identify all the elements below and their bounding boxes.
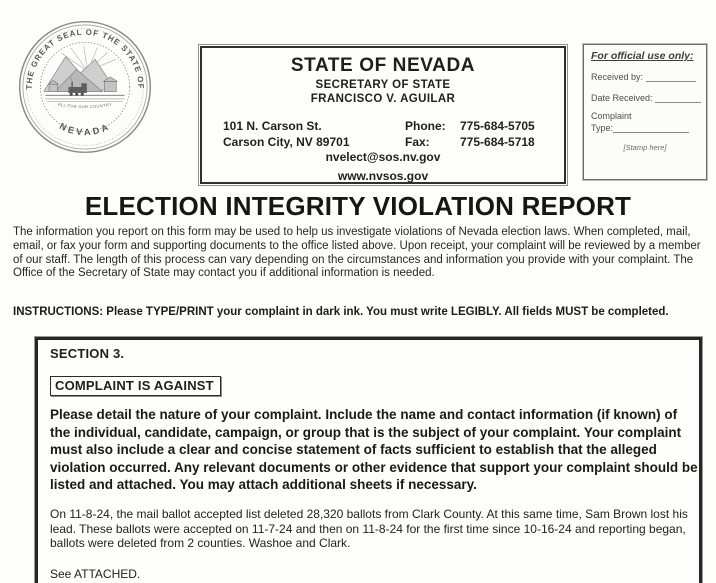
date-received-field [591,93,701,103]
complaint-prompt: Please detail the nature of your complaint. Include the name and contact information (if known) of the individual, candidate, campaign, or group that is the subject of your complaint. Your complaint must also include a clear and concise statement of facts sufficient to establish that the alleged violation occurred. Any relevant documents or other evidence that support your complaint should be listed and attached. You may attach additional sheets if necessary. [50,407,698,493]
phone-label: Phone: [405,119,446,133]
fax-number: 775-684-5718 [460,135,535,149]
date-received-blank-line [655,94,701,103]
section-3-panel [35,337,702,583]
fax-label: Fax: [405,135,430,149]
see-attached-note: See ATTACHED. [50,566,141,581]
address-line-2: Carson City, NV 89701 [223,135,350,149]
email-address: nvelect@sos.nv.gov [325,150,441,164]
seal-state-name: NEVADA [57,120,113,138]
intro-paragraph: The information you report on this form may be used to help us investigate violations of Nevada election laws. When completed, mail, email, or fax your form and supporting documents to the office listed above. Upon receipt, your complaint will be reviewed by a member of our staff. The length of this process can vary depending on the circumstances and information you provide with your complaint. The Office of the Secretary of State may contact you if additional information is needed. [13,226,701,280]
complaint-type-label-line1: Complaint [591,111,632,121]
phone-number: 775-684-5705 [460,119,535,133]
complaint-is-against-label: COMPLAINT IS AGAINST [50,376,221,396]
received-by-label: Received by: [591,72,644,82]
seal-ring-text: THE GREAT SEAL OF THE STATE OF [24,27,146,90]
official-use-title: For official use only: [591,50,694,62]
nevada-state-seal-icon [16,18,154,156]
date-received-label: Date Received: [591,93,653,103]
stamp-here-note: [Stamp here] [623,143,667,152]
complaint-type-blank-line [613,124,689,133]
address-line-1: 101 N. Carson St. [223,119,322,133]
seal-scene [44,43,126,102]
secretary-name: FRANCISCO V. AGUILAR [310,93,456,105]
svg-text:ALL FOR OUR COUNTRY [58,102,113,110]
report-title: ELECTION INTEGRITY VIOLATION REPORT [84,191,632,221]
received-by-field [591,72,696,82]
state-name: STATE OF NEVADA [290,55,476,76]
complaint-type-field [591,123,689,133]
agency-header-box [200,46,566,184]
complaint-type-label-line2: Type: [591,123,614,133]
section-3-heading: SECTION 3. [50,346,125,361]
complaint-body-text: On 11-8-24, the mail ballot accepted list deleted 28,320 ballots from Clark County. At this same time, Sam Brown lost his lead. These ballots were accepted on 11-7-24 and then on 11-8-24 for the first time since 10-16-24 and reporting began, ballots were deleted from 2 counties. Washoe and Clark. [50,506,688,551]
official-use-box [583,44,707,180]
seal-motto-banner: ALL FOR OUR COUNTRY [57,101,113,110]
received-by-blank-line [646,73,696,82]
svg-text:NEVADA [58,121,112,137]
website-url: www.nvsos.gov [337,169,429,183]
secretary-of-state-title: SECRETARY OF STATE [315,79,451,91]
instructions-line: INSTRUCTIONS: Please TYPE/PRINT your complaint in dark ink. You must write LEGIBLY. All fields MUST be completed. [13,306,669,318]
